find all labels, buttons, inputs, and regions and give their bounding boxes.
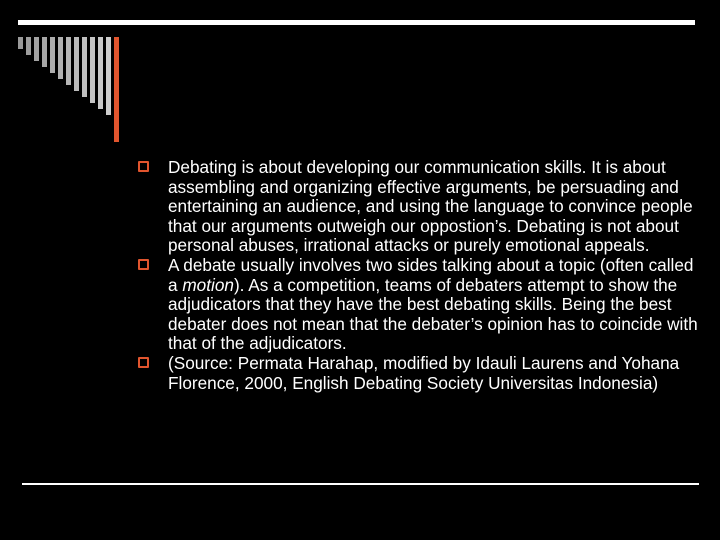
decor-bar: [18, 37, 23, 49]
bullet-text-emphasis: motion: [182, 274, 234, 295]
decor-bar: [34, 37, 39, 61]
decor-bar: [82, 37, 87, 97]
decor-bar: [106, 37, 111, 115]
bullet-item: [163, 158, 703, 256]
bullet-item: [163, 354, 703, 393]
decor-bar: [50, 37, 55, 73]
bullet-text: Debating is about developing our communication skills. It is about assembling and organizing effective arguments, be persuading and entertaining an audience, and using the language to convince people that our arguments outweigh our oppostion’s. Debating is not about personal abuses, irrational attacks or purely emotional appeals.: [168, 157, 693, 256]
bullet-text-after: ). As a competition, teams of debaters attempt to show the adjudicators that they have the best debating skills. Being the best debater does not mean that the debater’s opinion has to coincide with that of the adjudicators.: [168, 274, 698, 354]
bottom-divider: [22, 483, 699, 485]
hollow-square-bullet-icon: [138, 161, 149, 172]
bullet-text-before: A debate usually involves two sides talking about a topic (often called a: [168, 254, 694, 295]
decor-bar: [66, 37, 71, 85]
hollow-square-bullet-icon: [138, 259, 149, 270]
bullet-text: (Source: Permata Harahap, modified by Idauli Laurens and Yohana Florence, 2000, English Debating Society Universitas Indonesia): [168, 352, 680, 393]
decor-bar: [26, 37, 31, 55]
decor-bar: [42, 37, 47, 67]
hollow-square-bullet-icon: [138, 357, 149, 368]
bullet-item: [163, 256, 703, 354]
decorative-bars: [0, 0, 720, 150]
bullet-list: [163, 158, 703, 393]
decor-bar: [74, 37, 79, 91]
decor-bar: [58, 37, 63, 79]
decor-bar: [114, 37, 119, 142]
decor-bar: [90, 37, 95, 103]
decor-bar: [98, 37, 103, 109]
